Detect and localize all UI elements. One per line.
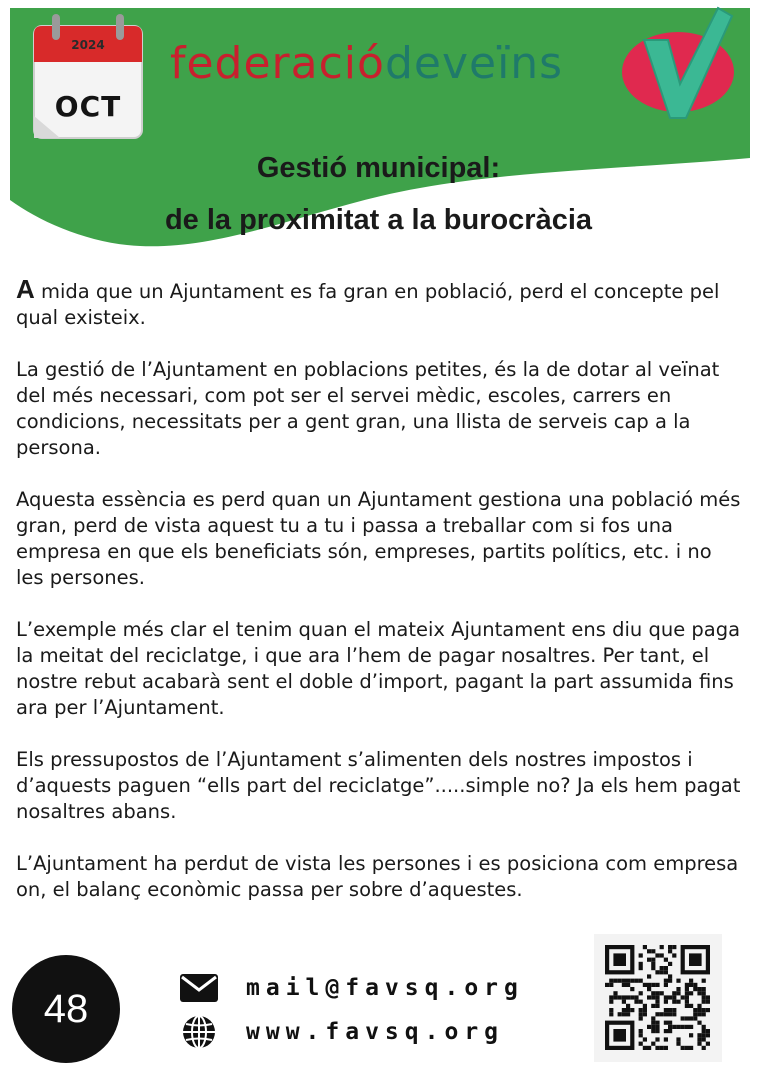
paragraph-1-text: mida que un Ajuntament es fa gran en població, perd el concepte pel qual existeix. [16, 280, 720, 329]
email-link[interactable]: mail@favsq.org [246, 975, 524, 1001]
calendar-badge [30, 12, 146, 142]
brand-part-deveins: deveïns [384, 38, 564, 89]
paragraph-1 [16, 276, 742, 331]
fv-checkmark-logo-icon [620, 6, 738, 124]
qr-code-icon[interactable] [594, 934, 722, 1062]
paragraph-3: Aquesta essència es perd quan un Ajuntament gestiona una població més gran, perd de vista aquest tu a tu i passa a treballar com si fos una empresa en que els beneficiats són, empreses, partits polítics, etc. i no les persones. [16, 488, 741, 589]
calendar-month: OCT [54, 90, 122, 123]
envelope-icon [180, 972, 218, 1004]
article-title-line1: Gestió municipal: [256, 152, 501, 184]
paragraph-2: La gestió de l’Ajuntament en poblacions petites, és la de dotar al veïnat del més necessari, com pot ser el servei mèdic, escoles, carrers en condicions, necessitats per a gent gran, una llista de serveis cap a la persona. [16, 358, 720, 459]
paragraph-5: Els pressupostos de l’Ajuntament s’alimenten dels nostres impostos i d’aquests paguen “ells part del reciclatge”.....simple no? Ja els hem pagat nosaltres abans. [16, 748, 741, 823]
website-link[interactable]: www.favsq.org [246, 1019, 505, 1045]
article-body [16, 276, 742, 929]
email-row[interactable] [180, 968, 524, 1008]
calendar-year: 2024 [71, 38, 105, 52]
brand-name [170, 38, 563, 89]
paragraph-6: L’Ajuntament ha perdut de vista les persones i es posiciona com empresa on, el balanç econòmic passa per sobre d’aquestes. [16, 852, 739, 901]
article-title-line2: de la proximitat a la burocràcia [164, 204, 593, 236]
globe-icon [180, 1016, 218, 1048]
dropcap: A [16, 274, 35, 304]
website-row[interactable] [180, 1012, 504, 1052]
page-number: 48 [12, 955, 120, 1063]
brand-part-federacio: federació [170, 38, 385, 89]
paragraph-4: L’exemple més clar el tenim quan el mateix Ajuntament ens diu que paga la meitat del reciclatge, i que ara l’hem de pagar nosaltres. Per tant, el nostre rebut acabarà sent el doble d’import, pagant la part assumida fins ara per l’Ajuntament. [16, 618, 741, 719]
